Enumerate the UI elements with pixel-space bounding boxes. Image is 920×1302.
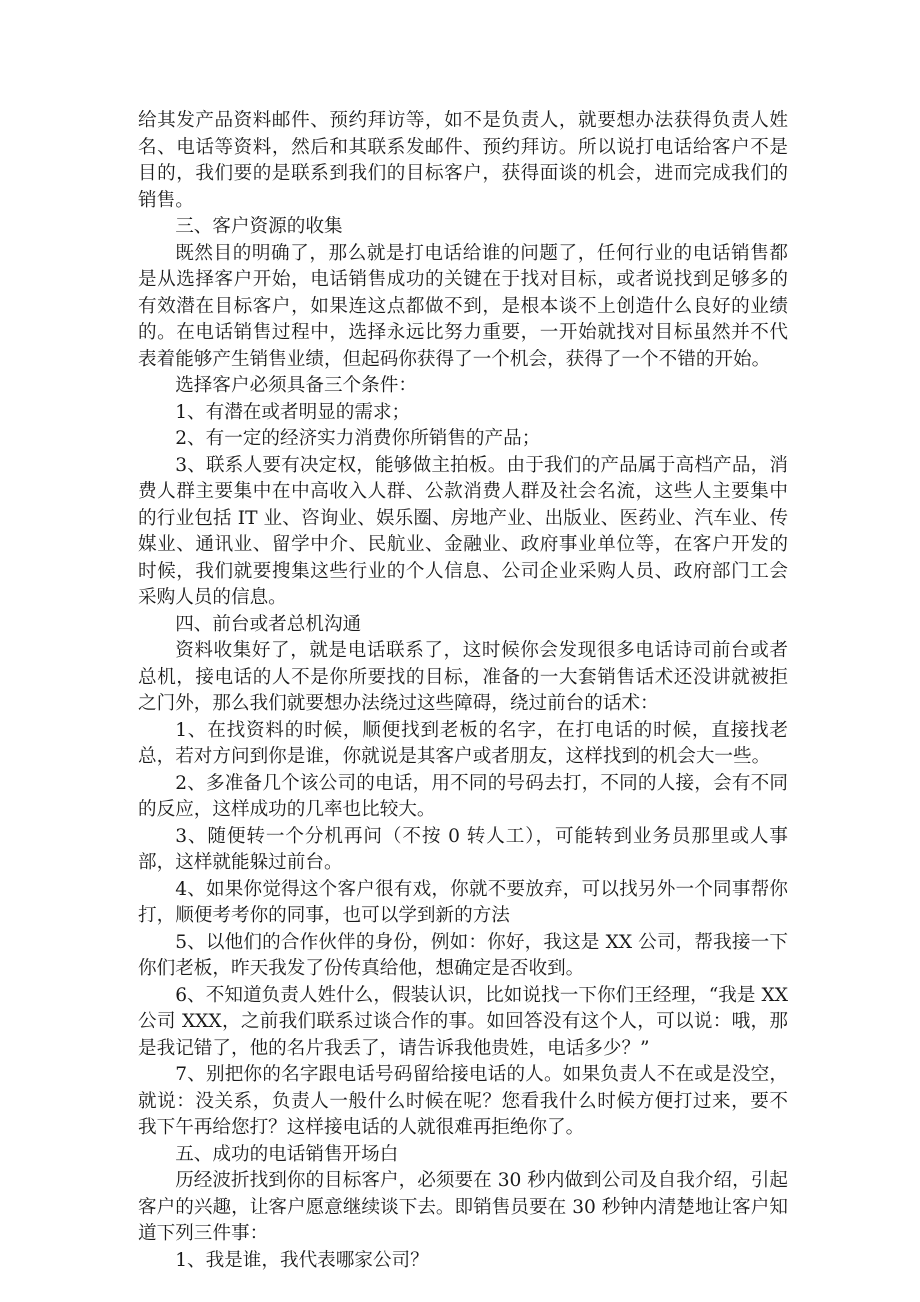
paragraph: 选择客户必须具备三个条件： — [175, 375, 417, 396]
document-body — [138, 108, 788, 1274]
list-item: 2、有一定的经济实力消费你所销售的产品； — [175, 428, 541, 449]
paragraph: 历经波折找到你的目标客户，必须要在 30 秒内做到公司及自我介绍，引起客户的兴趣，让客户愿意继续谈下去。即销售员要在 30 秒钟内清楚地让客户知道下列三件事： — [138, 1170, 788, 1244]
section-heading: 四、前台或者总机沟通 — [175, 613, 362, 635]
paragraph: 资料收集好了，就是电话联系了，这时候你会发现很多电话诗司前台或者总机，接电话的人不是你所要找的目标，准备的一大套销售话术还没讲就被拒之门外，那么我们就要想办法绕过这些障碍，绕过前台的话术： — [138, 640, 788, 714]
list-item: 2、多准备几个该公司的电话，用不同的号码去打，不同的人接，会有不同的反应，这样成功的几率也比较大。 — [138, 772, 788, 820]
list-item: 1、我是谁，我代表哪家公司？ — [175, 1249, 429, 1271]
paragraph: 既然目的明确了，那么就是打电话给谁的问题了，任何行业的电话销售都是从选择客户开始，电话销售成功的关键在于找对目标，或者说找到足够多的有效潜在目标客户，如果连这点都做不到，是根本谈不上创造什么良好的业绩的。在电话销售过程中，选择永远比努力重要，一开始就找对目标虽然并不代表着能够产生销售业绩，但起码你获得了一个机会，获得了一个不错的开始。 — [138, 242, 788, 370]
list-item: 3、联系人要有决定权，能够做主拍板。由于我们的产品属于高档产品，消费人群主要集中在中高收入人群、公款消费人群及社会名流，这些人主要集中的行业包括 IT 业、咨询业、娱乐圈、房地产业、出版业、医药业、汽车业、传媒业、通讯业、留学中介、民航业、金融业、政府事业单位等，在客户开发的时候，我们就要搜集这些行业的个人信息、公司企业采购人员、政府部门工会采购人员的信息。 — [138, 454, 788, 608]
section-heading: 五、成功的电话销售开场白 — [175, 1143, 399, 1165]
list-item: 5、以他们的合作伙伴的身份，例如：你好，我这是 XX 公司，帮我接一下你们老板，昨天我发了份传真给他，想确定是否收到。 — [138, 931, 788, 979]
section-heading: 三、客户资源的收集 — [175, 216, 343, 237]
list-item: 3、随便转一个分机再问（不按 0 转人工），可能转到业务员那里或人事部，这样就能躲过前台。 — [138, 825, 788, 873]
list-item: 4、如果你觉得这个客户很有戏，你就不要放弃，可以找另外一个同事帮你打，顺便考考你的同事，也可以学到新的方法 — [138, 878, 788, 926]
list-item: 1、有潜在或者明显的需求； — [175, 401, 411, 423]
list-item: 6、不知道负责人姓什么，假装认识，比如说找一下你们王经理，“我是 XX 公司 XXX，之前我们联系过谈合作的事。如回答没有这个人，可以说：哦，那是我记错了，他的名片我丢了，请告诉我他贵姓，电话多少？” — [138, 984, 788, 1059]
paragraph: 给其发产品资料邮件、预约拜访等，如不是负责人，就要想办法获得负责人姓名、电话等资料，然后和其联系发邮件、预约拜访。所以说打电话给客户不是目的，我们要的是联系到我们的目标客户，获得面谈的机会，进而完成我们的销售。 — [138, 110, 788, 211]
list-item: 1、在找资料的时候，顺便找到老板的名字，在打电话的时候，直接找老总，若对方问到你是谁，你就说是其客户或者朋友，这样找到的机会大一些。 — [138, 719, 788, 767]
list-item: 7、别把你的名字跟电话号码留给接电话的人。如果负责人不在或是没空，就说：没关系，负责人一般什么时候在呢？您看我什么时候方便打过来，要不我下午再给您打？这样接电话的人就很难再拒绝你了。 — [138, 1064, 788, 1138]
